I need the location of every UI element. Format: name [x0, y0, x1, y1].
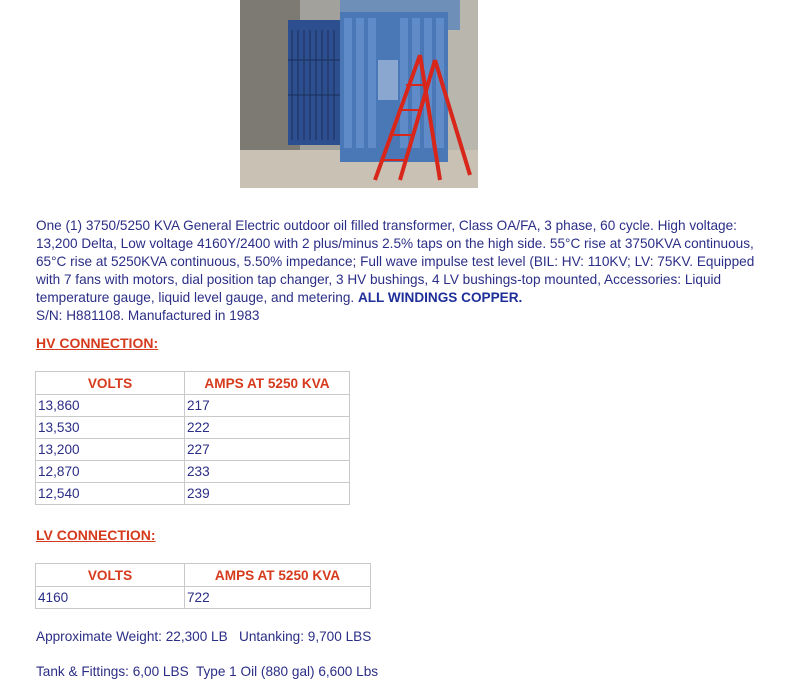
column-header: VOLTS	[36, 564, 185, 587]
amps-cell: 233	[185, 461, 350, 483]
volts-cell: 13,530	[36, 417, 185, 439]
table-row	[36, 483, 350, 505]
volts-cell: 12,870	[36, 461, 185, 483]
lv-connection-table	[35, 563, 371, 609]
transformer-description	[36, 217, 766, 325]
tank-line: Tank & Fittings: 6,00 LBS Type 1 Oil (880 gal) 6,600 Lbs	[36, 664, 379, 679]
amps-cell: 217	[185, 395, 350, 417]
volts-cell: 13,860	[36, 395, 185, 417]
column-header: VOLTS	[36, 372, 185, 395]
transformer-photo	[240, 0, 478, 188]
table-row	[36, 395, 350, 417]
lv-connection-title: LV CONNECTION:	[36, 527, 156, 543]
column-header: AMPS AT 5250 KVA	[185, 372, 350, 395]
description-text: One (1) 3750/5250 KVA General Electric outdoor oil filled transformer, Class OA/FA, 3 phase, 60 cycle. High voltage: 13,200 Delta, Low voltage 4160Y/2400 with 2 plus/minus 2.5% taps on the high side. 55°C rise at 3750KVA continuous, 65°C rise at 5250KVA continuous, 5.50% impedance; Full wave impulse test level (BIL: HV: 110KV; LV: 75KV. Equipped with 7 fans with motors, dial position tap changer, 3 HV bushings, 4 LV bushings-top mounted, Accessories: Liquid temperature gauge, liquid level gauge, and metering.	[36, 218, 755, 305]
amps-cell: 222	[185, 417, 350, 439]
volts-cell: 12,540	[36, 483, 185, 505]
table-header-row	[36, 372, 350, 395]
weight-line: Approximate Weight: 22,300 LB Untanking: 9,700 LBS	[36, 629, 372, 644]
column-header: AMPS AT 5250 KVA	[185, 564, 371, 587]
amps-cell: 227	[185, 439, 350, 461]
amps-cell: 722	[185, 587, 371, 609]
hv-connection-title: HV CONNECTION:	[36, 335, 159, 351]
hv-connection-table	[35, 371, 350, 505]
table-row	[36, 417, 350, 439]
serial-line: S/N: H881108. Manufactured in 1983	[36, 308, 260, 323]
volts-cell: 4160	[36, 587, 185, 609]
table-row	[36, 461, 350, 483]
table-row	[36, 587, 371, 609]
table-header-row	[36, 564, 371, 587]
volts-cell: 13,200	[36, 439, 185, 461]
amps-cell: 239	[185, 483, 350, 505]
windings-highlight: ALL WINDINGS COPPER.	[357, 290, 523, 305]
table-row	[36, 439, 350, 461]
